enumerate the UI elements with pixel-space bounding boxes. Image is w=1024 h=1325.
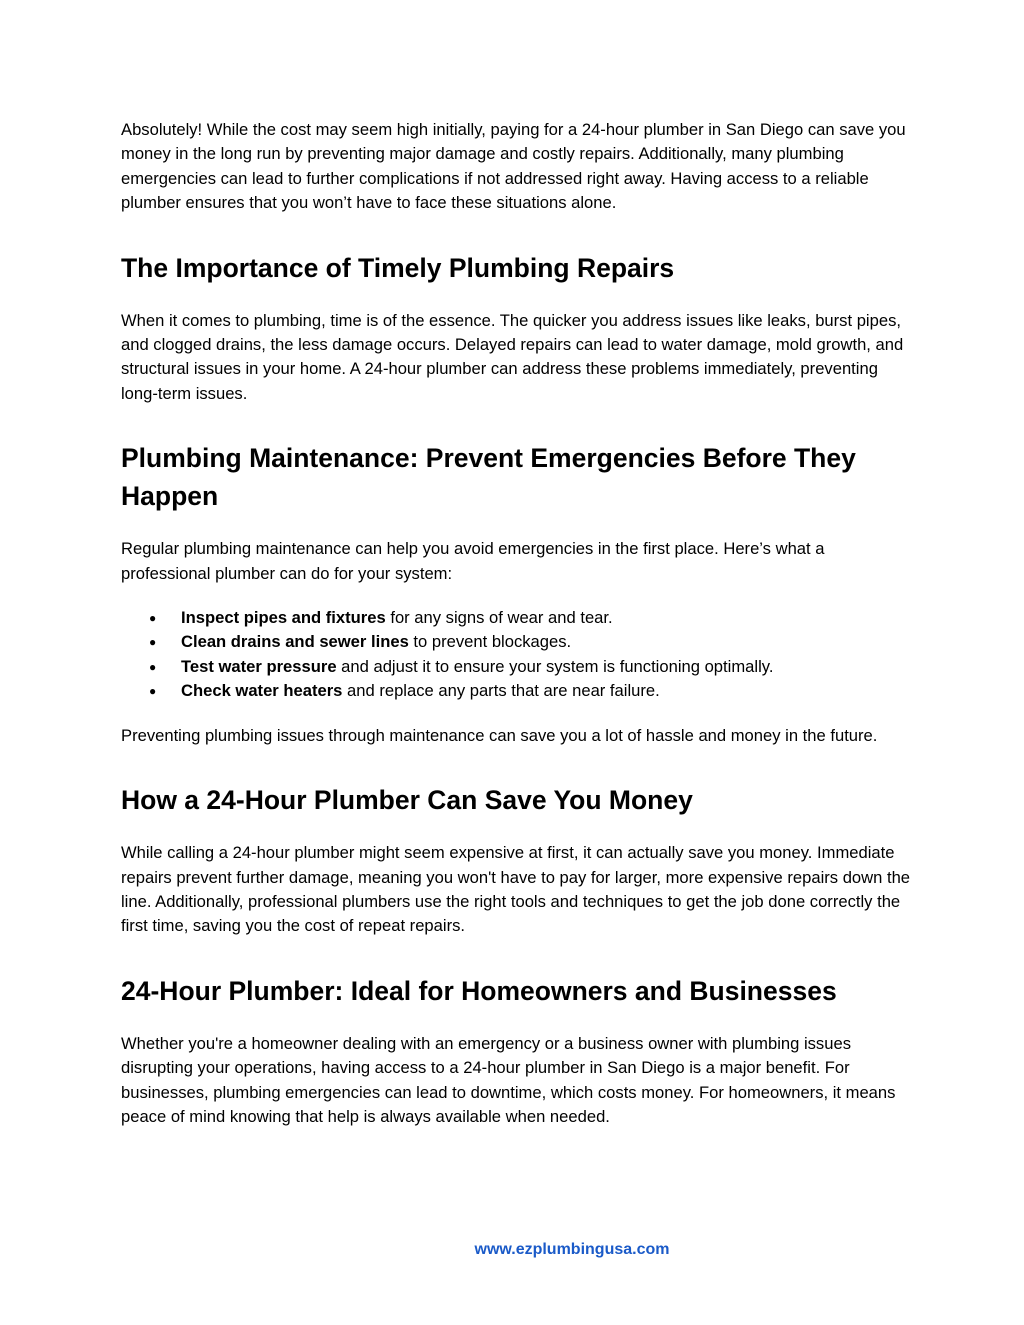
paragraph-homeowners-businesses: Whether you're a homeowner dealing with an emergency or a business owner with plumbing issues disrupting your operations, having access to a 24-hour plumber in San Diego is a major benefit. For businesses, plumbing emergencies can lead to downtime, which costs money. For homeowners, it means peace of mind knowing that help is always available when needed. xyxy=(121,1033,896,1126)
list-item-text: and replace any parts that are near failure. xyxy=(342,681,660,701)
heading-save-money: How a 24-Hour Plumber Can Save You Money xyxy=(121,785,693,816)
list-item xyxy=(121,655,911,679)
list-item xyxy=(121,606,911,630)
intro-paragraph: Absolutely! While the cost may seem high initially, paying for a 24-hour plumber in San Diego can save you money in the long run by preventing major damage and costly repairs. Additionally, many plumbing emergencies can lead to further complications if not addressed right away. Having access to a reliable plumber ensures that you won’t have to face these situations alone. xyxy=(121,120,906,213)
list-item-text: to prevent blockages. xyxy=(408,632,572,652)
list-item-bold: Test water pressure xyxy=(181,656,337,676)
heading-maintenance: Plumbing Maintenance: Prevent Emergencies Before They Happen xyxy=(121,443,856,512)
heading-timely-repairs: The Importance of Timely Plumbing Repairs xyxy=(121,252,675,283)
maintenance-list xyxy=(121,606,911,704)
bullet-icon: ● xyxy=(149,611,157,626)
list-item-bold: Clean drains and sewer lines xyxy=(181,632,409,652)
footer-website-link[interactable]: www.ezplumbingusa.com xyxy=(474,1241,670,1258)
heading-homeowners-businesses: 24-Hour Plumber: Ideal for Homeowners and Businesses xyxy=(121,975,837,1006)
paragraph-save-money: While calling a 24-hour plumber might seem expensive at first, it can actually save you money. Immediate repairs prevent further damage, meaning you won't have to pay for larger, more expensive repairs down the line. Additionally, professional plumbers use the right tools and techniques to get the job done correctly the first time, saving you the cost of repeat repairs. xyxy=(121,843,911,936)
paragraph-maintenance: Regular plumbing maintenance can help you avoid emergencies in the first place. Here’s what a professional plumber can do for your system: xyxy=(121,539,825,583)
paragraph-maintenance-closing: Preventing plumbing issues through maintenance can save you a lot of hassle and money in the future. xyxy=(121,725,878,745)
document-body xyxy=(121,118,911,1129)
list-item xyxy=(121,679,911,703)
list-item-bold: Inspect pipes and fixtures xyxy=(181,608,386,628)
list-item-text: for any signs of wear and tear. xyxy=(385,608,613,628)
paragraph-timely-repairs: When it comes to plumbing, time is of the essence. The quicker you address issues like leaks, burst pipes, and clogged drains, the less damage occurs. Delayed repairs can lead to water damage, mold growth, and structural issues in your home. A 24-hour plumber can address these problems immediately, preventing long-term issues. xyxy=(121,310,904,403)
bullet-icon: ● xyxy=(149,635,157,650)
bullet-icon: ● xyxy=(149,659,157,674)
bullet-icon: ● xyxy=(149,684,157,699)
list-item-bold: Check water heaters xyxy=(181,681,343,701)
list-item xyxy=(121,630,911,654)
list-item-text: and adjust it to ensure your system is functioning optimally. xyxy=(336,656,774,676)
